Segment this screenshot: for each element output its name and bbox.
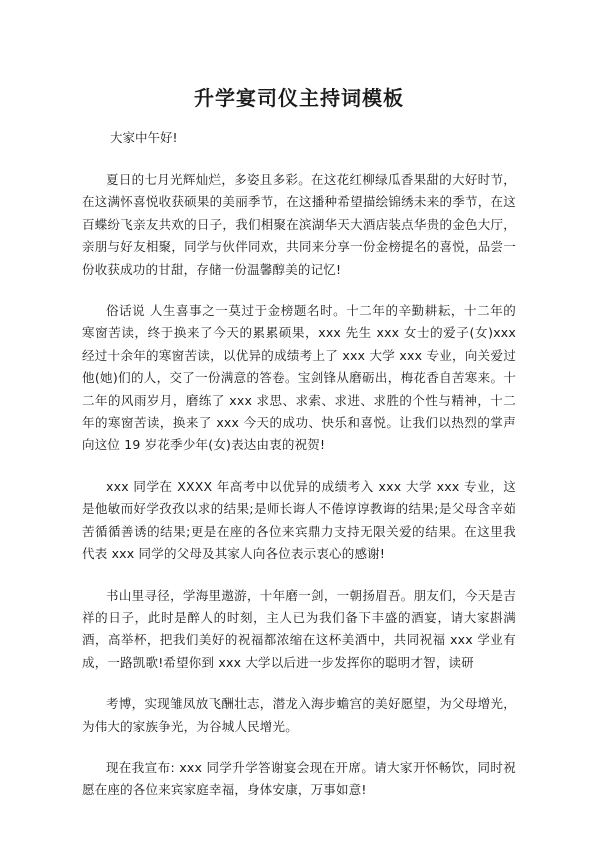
- document-title: 升学宴司仪主持词模板: [194, 86, 404, 110]
- greeting: 大家中午好!: [110, 130, 178, 145]
- paragraph-summer-opening: 夏日的七月光辉灿烂，多姿且多彩。在这花红柳绿瓜香果甜的大好时节，在这满怀喜悦收获硕果的美丽季节，在这播种希望描绘锦绣未来的季节，在这百蝶纷飞亲友共欢的日子，我们相聚在滨湖华天大酒店装点华贵的金色大厅，亲朋与好友相聚，同学与伙伴同欢，共同来分享一份金榜提名的喜悦，品尝一份收获成功的甘甜，存储一份温馨醇美的记忆!: [82, 172, 516, 277]
- paragraph-toast: 书山里寻径，学海里遨游，十年磨一剑，一朝扬眉吾。朋友们，今天是吉祥的日子，此时是醉人的时刻，主人已为我们备下丰盛的酒宴，请大家斟满酒，高举杯，把我们美好的祝福都浓缩在这杯美酒中，共同祝福 xxx 学业有成，一路凯歌!希望你到 xxx 大学以后进一步发挥你的聪明才智，读研: [82, 587, 516, 670]
- paragraph-thanks: xxx 同学在 XXXX 年高考中以优异的成绩考入 xxx 大学 xxx 专业，这是他敏而好学孜孜以求的结果;是师长诲人不倦谆谆教诲的结果;是父母含辛茹苦循循善诱的结果;更是在座的各位来宾鼎力支持无限关爱的结果。在这里我代表 xxx 同学的父母及其家人向各位表示衷心的感谢!: [82, 478, 516, 562]
- paragraph-wishes: 考博，实现雏凤放飞酬壮志，潜龙入海步蟾宫的美好愿望，为父母增光，为伟大的家族争光，为谷城人民增光。: [82, 696, 516, 734]
- paragraph-congratulations: 俗话说 人生喜事之一莫过于金榜题名时。十二年的辛勤耕耘，十二年的寒窗苦读，终于换来了今天的累累硕果，xxx 先生 xxx 女士的爱子(女)xxx 经过十余年的寒窗苦读，以优异的成绩考上了 xxx 大学 xxx 专业，向关爱过他(她)们的人，交了一份满意的答卷。宝剑锋从磨砺出，梅花香自苦寒来。十二年的风雨岁月，磨练了 xxx 求思、求索、求进、求胜的个性与精神，十二年的寒窗苦读，换来了 xxx 今天的成功、快乐和喜悦。让我们以热烈的掌声向这位 19 岁花季少年(女)表达由衷的祝贺!: [82, 303, 516, 453]
- paragraph-announcement: 现在我宣布: xxx 同学升学答谢宴会现在开席。请大家开怀畅饮，同时祝愿在座的各位来宾家庭幸福，身体安康，万事如意!: [82, 759, 516, 798]
